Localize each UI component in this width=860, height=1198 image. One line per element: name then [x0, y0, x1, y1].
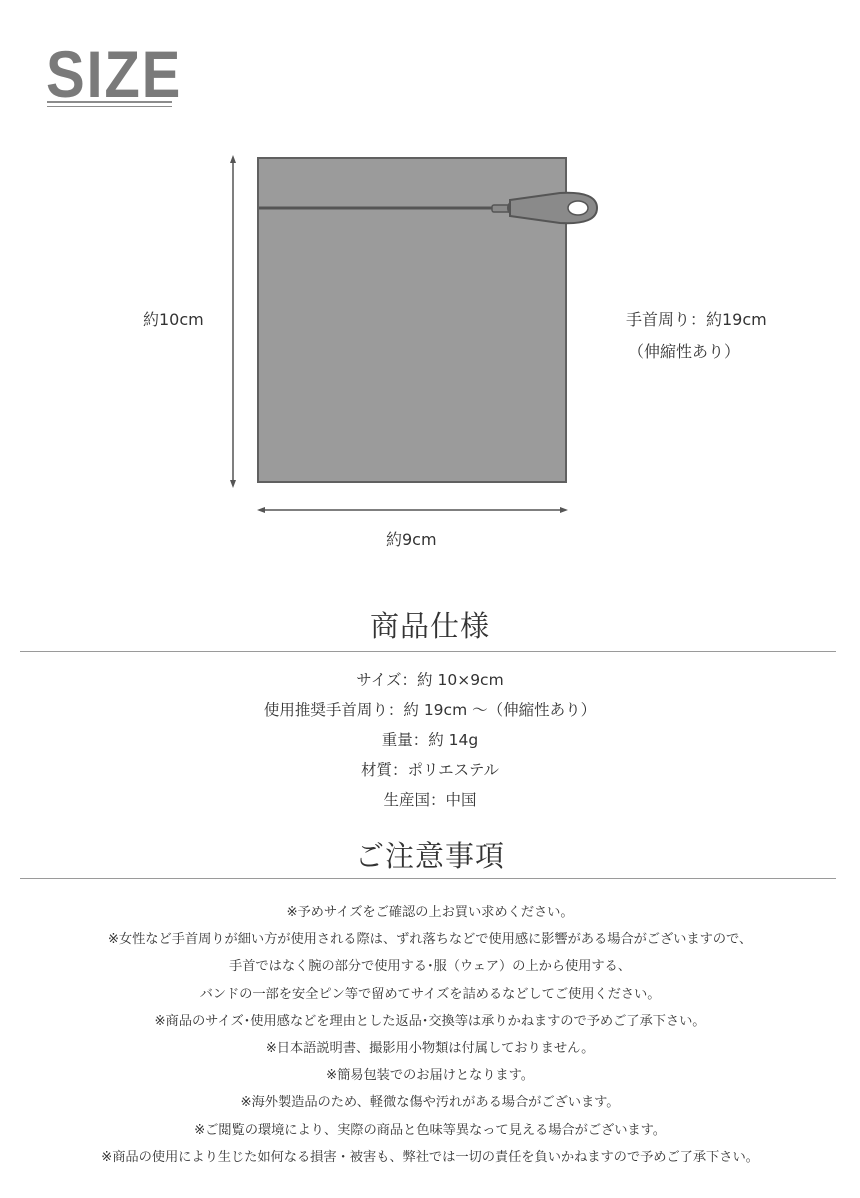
notice-item: 手首ではなく腕の部分で使用する･服（ウェア）の上から使用する、	[229, 959, 631, 975]
notice-item: ※商品の使用により生じた如何なる損害・被害も、弊社では一切の責任を負いかねますので予めご了承下さい。	[101, 1149, 759, 1165]
notice-item: ※海外製造品のため、軽微な傷や汚れがある場合がございます。	[240, 1095, 620, 1111]
spec-item-weight: 重量：約 14g	[381, 731, 479, 749]
spec-item-size: サイズ：約 10×9cm	[356, 671, 504, 689]
notice-item: ※ご閲覧の環境により、実際の商品と色味等異なって見える場合がございます。	[194, 1122, 666, 1138]
spec-item-wrist: 使用推奨手首周り：約 19cm 〜（伸縮性あり）	[263, 701, 597, 719]
spec-item-origin: 生産国：中国	[383, 791, 477, 809]
size-title: SIZE	[46, 37, 183, 111]
notice-list	[0, 899, 860, 1171]
width-arrow	[257, 507, 568, 513]
width-label: 約9cm	[386, 530, 437, 549]
notice-item: ※商品のサイズ･使用感などを理由とした返品･交換等は承りかねますので予めご了承下さい。	[154, 1013, 706, 1029]
notice-item: ※簡易包装でのお届けとなります。	[326, 1068, 534, 1084]
notice-item: ※日本語説明書、撮影用小物類は付属しておりません。	[265, 1040, 595, 1056]
notice-item: ※女性など手首周りが細い方が使用される際は、ずれ落ちなどで使用感に影響がある場合がございますので、	[107, 932, 753, 948]
height-label: 約10cm	[143, 310, 204, 329]
spec-list	[0, 665, 860, 815]
spec-item-material: 材質：ポリエステル	[360, 761, 500, 779]
notice-item: バンドの一部を安全ピン等で留めてサイズを詰めるなどしてご使用ください。	[199, 986, 661, 1002]
specs-heading: 商品仕様	[369, 609, 490, 643]
notices-heading: ご注意事項	[354, 839, 505, 873]
height-arrow	[230, 155, 236, 488]
notices-divider	[20, 878, 836, 879]
size-diagram	[0, 0, 860, 560]
wrist-label: 手首周り：約19cm	[626, 310, 767, 329]
notice-item: ※予めサイズをご確認の上お買い求めください。	[286, 905, 574, 920]
wrist-stretch-note: （伸縮性あり）	[628, 342, 741, 361]
specs-divider	[20, 651, 836, 652]
